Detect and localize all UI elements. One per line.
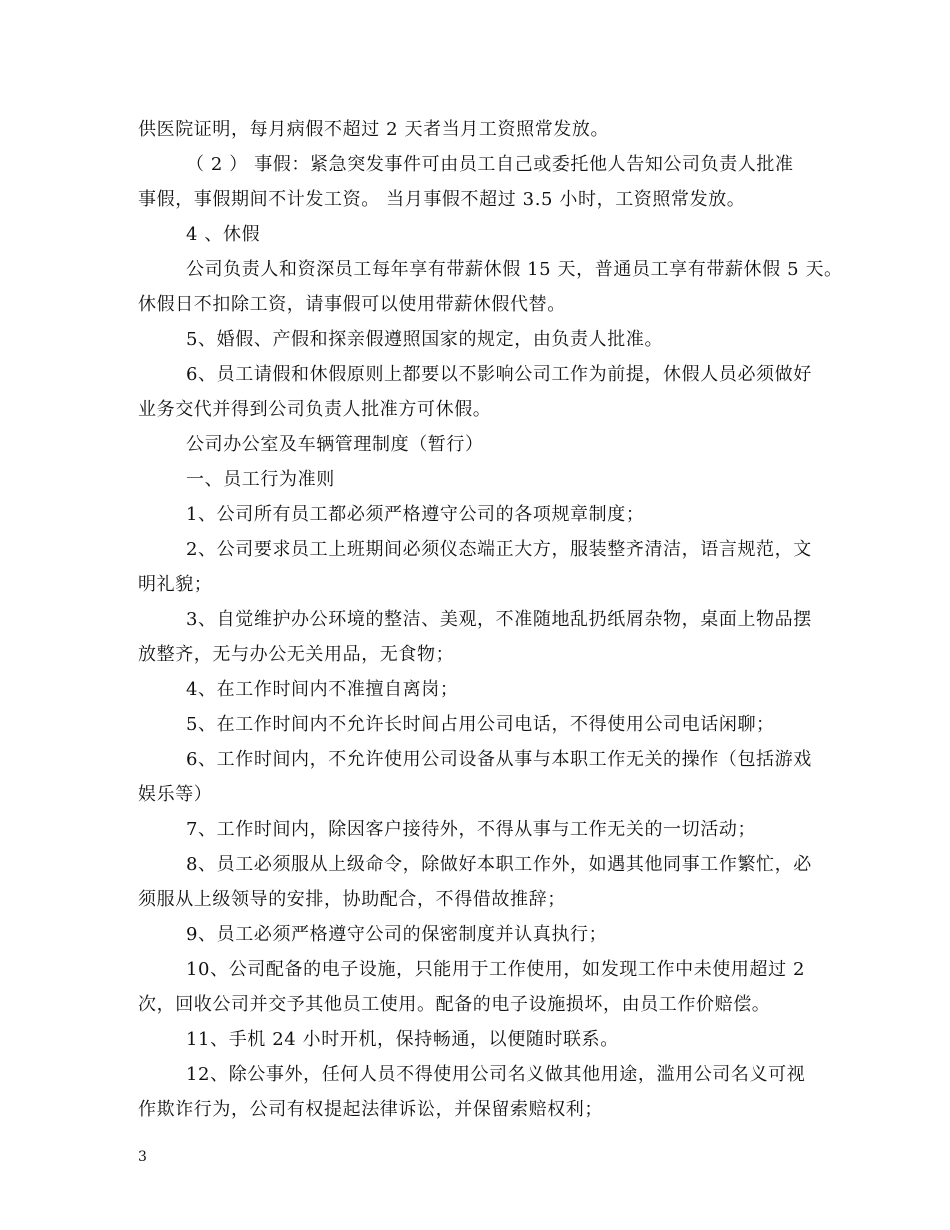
- text-line: 3、自觉维护办公环境的整洁、美观，不准随地乱扔纸屑杂物，桌面上物品摆: [186, 609, 812, 630]
- text-line: 事假，事假期间不计发工资。 当月事假不超过 3.5 小时，工资照常发放。: [138, 189, 746, 210]
- text-line: 供医院证明，每月病假不超过 2 天者当月工资照常发放。: [138, 119, 610, 140]
- text-line: 11、手机 24 小时开机，保持畅通，以便随时联系。: [186, 1029, 619, 1050]
- text-line: 12、除公事外，任何人员不得使用公司名义做其他用途，滥用公司名义可视: [186, 1064, 806, 1085]
- text-line: 休假日不扣除工资，请事假可以使用带薪休假代替。: [138, 294, 566, 315]
- text-line: 9、员工必须严格遵守公司的保密制度并认真执行；: [186, 924, 608, 945]
- text-line: （ 2 ） 事假：紧急突发事件可由员工自己或委托他人告知公司负责人批准: [186, 154, 794, 175]
- text-line: 8、员工必须服从上级命令，除做好本职工作外，如遇其他同事工作繁忙，必: [186, 854, 812, 875]
- page-number: 3: [138, 1149, 147, 1165]
- text-line: 业务交代并得到公司负责人批准方可休假。: [138, 399, 492, 420]
- text-line: 10、公司配备的电子设施，只能用于工作使用，如发现工作中未使用超过 2: [186, 959, 806, 980]
- text-line: 明礼貌；: [138, 574, 213, 595]
- text-line: 5、婚假、产假和探亲假遵照国家的规定，由负责人批准。: [186, 329, 664, 350]
- text-line: 6、员工请假和休假原则上都要以不影响公司工作为前提，休假人员必须做好: [186, 364, 812, 385]
- text-line: 公司负责人和资深员工每年享有带薪休假 15 天，普通员工享有带薪休假 5 天。: [186, 259, 843, 280]
- text-line: 7、工作时间内，除因客户接待外，不得从事与工作无关的一切活动；: [186, 819, 757, 840]
- text-line: 次，回收公司并交予其他员工使用。配备的电子设施损坏，由员工作价赔偿。: [138, 994, 771, 1015]
- section-title: 公司办公室及车辆管理制度（暂行）: [186, 434, 484, 455]
- text-line: 4 、休假: [186, 224, 261, 245]
- text-line: 4、在工作时间内不准擅自离岗；: [186, 679, 459, 700]
- text-line: 1、公司所有员工都必须严格遵守公司的各项规章制度；: [186, 504, 645, 525]
- text-line: 2、公司要求员工上班期间必须仪态端正大方，服装整齐清洁，语言规范，文: [186, 539, 812, 560]
- text-line: 娱乐等）: [138, 784, 213, 805]
- text-line: 6、工作时间内，不允许使用公司设备从事与本职工作无关的操作（包括游戏: [186, 749, 812, 770]
- section-heading: 一、员工行为准则: [186, 469, 335, 490]
- text-line: 5、在工作时间内不允许长时间占用公司电话，不得使用公司电话闲聊；: [186, 714, 775, 735]
- text-line: 须服从上级领导的安排，协助配合，不得借故推辞；: [138, 889, 566, 910]
- text-line: 作欺诈行为，公司有权提起法律诉讼，并保留索赔权利；: [138, 1099, 603, 1120]
- text-line: 放整齐，无与办公无关用品，无食物；: [138, 644, 455, 665]
